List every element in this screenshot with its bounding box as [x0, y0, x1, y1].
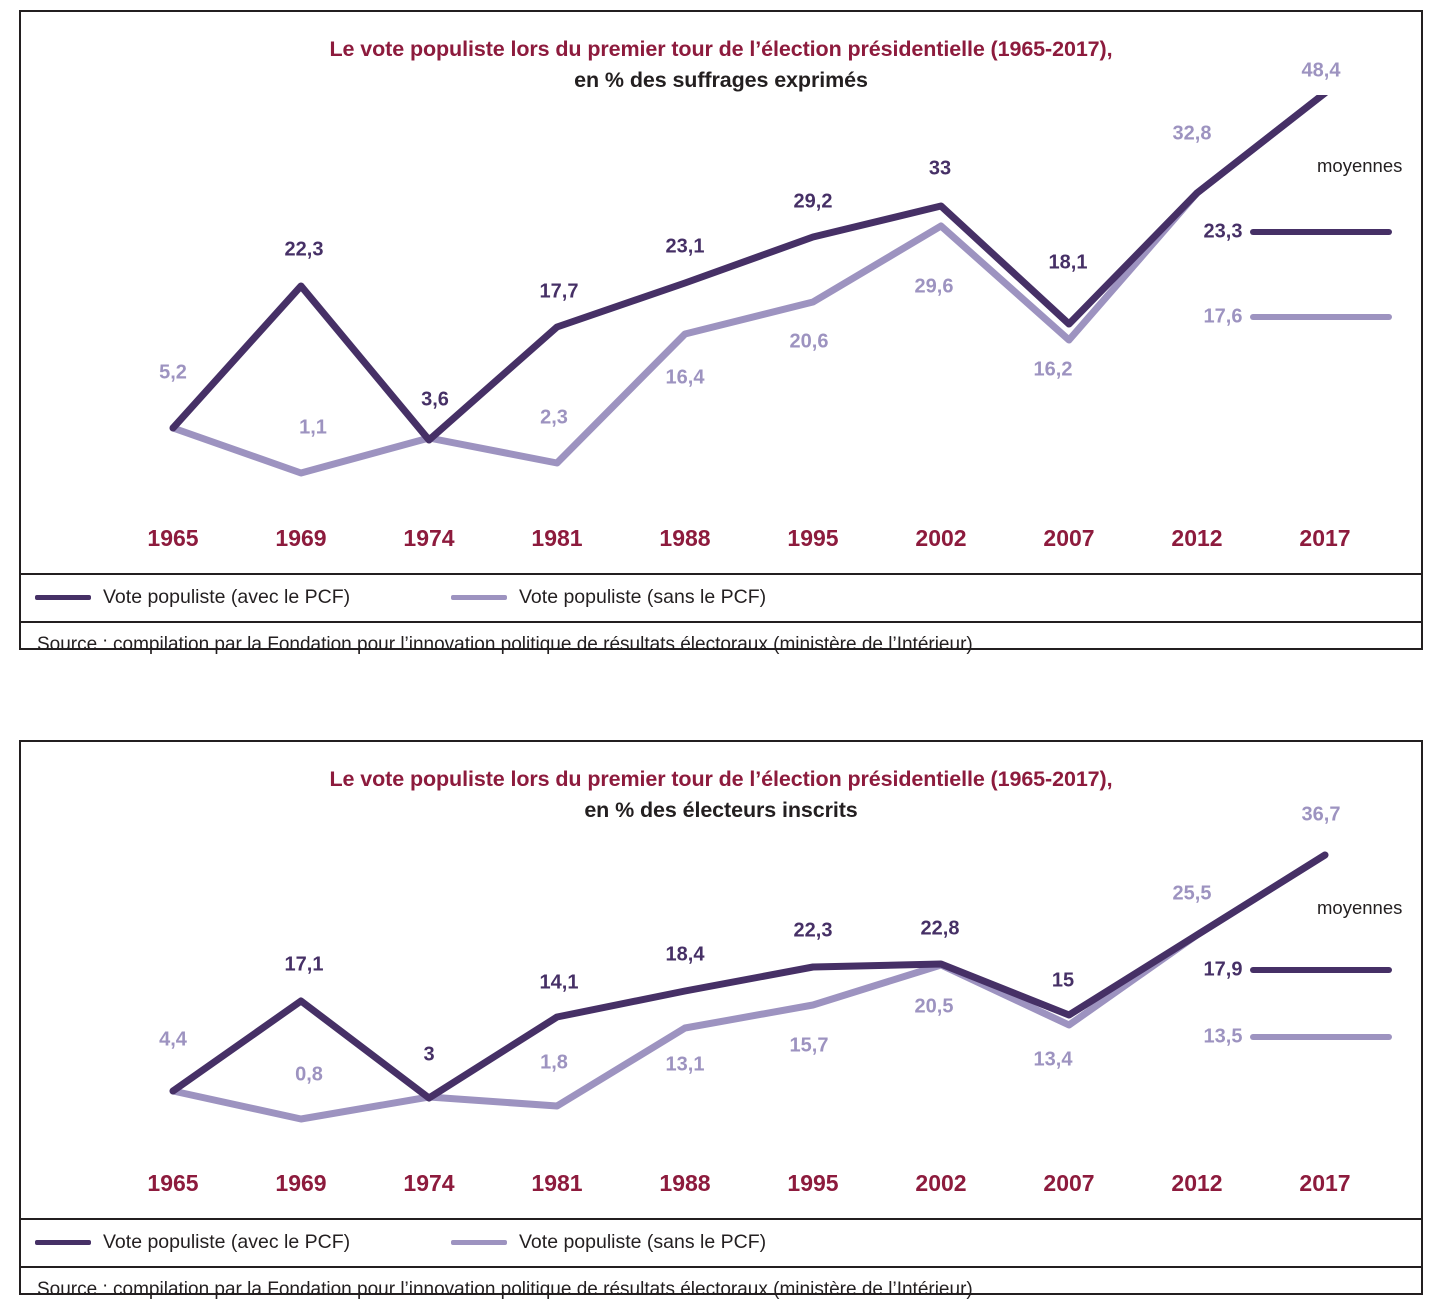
legend-line-icon-dark-1: [35, 595, 91, 600]
x-tick-2-2007: 2007: [1043, 1170, 1095, 1196]
data-label-2-sans-1969: 0,8: [295, 1063, 323, 1086]
average-label-avec-pcf-2: 17,9: [1203, 958, 1243, 981]
moyennes-note-1: moyennes: [1317, 155, 1403, 176]
data-label-2-sans-1965: 4,4: [159, 1028, 187, 1051]
page-title-1: Le vote populiste lors du premier tour de l’élection présidentielle (1965-2017),: [329, 37, 1113, 61]
data-label-2-avec-1974: 3: [423, 1043, 435, 1066]
source-note-2: Source : compilation par la Fondation pour l’innovation politique de résultats électoraux (ministère de l’Intérieur): [21, 1266, 1421, 1301]
x-tick-1-1995: 1995: [787, 525, 839, 551]
legend-line-icon-dark-2: [35, 1240, 91, 1245]
x-tick-1-1965: 1965: [147, 525, 199, 551]
data-label-2-avec-1995: 22,3: [793, 919, 833, 942]
legend-line-icon-light-1: [451, 595, 507, 600]
legend-label-avec-pcf-2: Vote populiste (avec le PCF): [103, 1231, 351, 1253]
x-tick-1-2012: 2012: [1171, 525, 1223, 551]
data-label-2-sans-2007: 13,4: [1033, 1048, 1073, 1071]
legend-item-sans-pcf-1[interactable]: [451, 586, 766, 609]
data-label-1-sans-1981: 2,3: [540, 406, 568, 429]
data-label-1-avec-1981: 17,7: [539, 280, 579, 303]
chart-panel-suffrages-exprimes: [19, 10, 1423, 655]
data-label-1-avec-2007: 18,1: [1048, 251, 1088, 274]
legend-label-sans-pcf-2: Vote populiste (sans le PCF): [519, 1231, 767, 1253]
x-tick-1-1969: 1969: [275, 525, 327, 551]
legend-label-sans-pcf-1: Vote populiste (sans le PCF): [519, 586, 767, 608]
x-tick-2-1974: 1974: [403, 1170, 455, 1196]
x-tick-1-1981: 1981: [531, 525, 583, 551]
data-label-1-sans-1988: 16,4: [665, 366, 705, 389]
data-label-2-sans-1981: 1,8: [540, 1051, 568, 1074]
data-label-2-avec-1981: 14,1: [539, 971, 579, 994]
x-tick-2-1988: 1988: [659, 1170, 711, 1196]
data-label-1-sans-1965: 5,2: [159, 361, 187, 384]
data-label-1-avec-1969: 22,3: [284, 238, 324, 261]
x-axis-2: [21, 1170, 1421, 1214]
data-label-2-2012: 25,5: [1172, 882, 1212, 905]
legend-1: [21, 573, 1421, 621]
legend-line-icon-light-2: [451, 1240, 507, 1245]
x-tick-2-2002: 2002: [915, 1170, 967, 1196]
x-tick-2-2017: 2017: [1299, 1170, 1351, 1196]
data-label-2-avec-2007: 15: [1051, 969, 1075, 992]
x-tick-2-1969: 1969: [275, 1170, 327, 1196]
chart-svg-2: [21, 825, 1421, 1170]
legend-item-avec-pcf-2[interactable]: [35, 1231, 350, 1254]
data-label-1-sans-2007: 16,2: [1033, 358, 1073, 381]
data-label-1-sans-2002: 29,6: [914, 275, 954, 298]
data-label-2-sans-1995: 15,7: [789, 1034, 829, 1057]
x-tick-1-1988: 1988: [659, 525, 711, 551]
average-label-sans-pcf-1: 17,6: [1203, 305, 1243, 328]
data-label-1-avec-1988: 23,1: [665, 235, 705, 258]
moyennes-note-2: moyennes: [1317, 897, 1403, 918]
average-label-avec-pcf-1: 23,3: [1203, 220, 1243, 243]
x-axis-1: [21, 525, 1421, 569]
data-label-1-avec-2002: 33: [928, 157, 952, 180]
x-tick-1-2017: 2017: [1299, 525, 1351, 551]
x-tick-1-2002: 2002: [915, 525, 967, 551]
series-line-sans-pcf-1: [173, 95, 1325, 473]
x-tick-1-2007: 2007: [1043, 525, 1095, 551]
data-label-1-avec-1995: 29,2: [793, 190, 833, 213]
legend-item-sans-pcf-2[interactable]: [451, 1231, 766, 1254]
data-label-1-2012: 32,8: [1172, 122, 1212, 145]
data-label-2-2017: 36,7: [1301, 803, 1341, 826]
page-subtitle-1: en % des suffrages exprimés: [574, 68, 868, 92]
x-tick-2-1981: 1981: [531, 1170, 583, 1196]
source-note-1: Source : compilation par la Fondation pour l’innovation politique de résultats électoraux (ministère de l’Intérieur): [21, 621, 1421, 656]
data-label-2-sans-2002: 20,5: [914, 995, 954, 1018]
chart-panel-electeurs-inscrits: [19, 740, 1423, 1300]
data-label-1-avec-1974: 3,6: [421, 388, 449, 411]
x-tick-2-2012: 2012: [1171, 1170, 1223, 1196]
x-tick-1-1974: 1974: [403, 525, 455, 551]
data-label-2-sans-1988: 13,1: [665, 1053, 705, 1076]
series-line-avec-pcf-2: [173, 855, 1325, 1098]
data-label-1-sans-1969: 1,1: [299, 416, 327, 439]
legend-label-avec-pcf-1: Vote populiste (avec le PCF): [103, 586, 351, 608]
data-label-1-2017: 48,4: [1301, 59, 1341, 82]
x-tick-2-1965: 1965: [147, 1170, 199, 1196]
series-line-sans-pcf-2: [173, 855, 1325, 1119]
data-label-2-avec-1969: 17,1: [284, 953, 324, 976]
page-title-2: Le vote populiste lors du premier tour de l’élection présidentielle (1965-2017),: [329, 767, 1113, 791]
data-label-1-sans-1995: 20,6: [789, 330, 829, 353]
legend-item-avec-pcf-1[interactable]: [35, 586, 350, 609]
x-tick-2-1995: 1995: [787, 1170, 839, 1196]
legend-2: [21, 1218, 1421, 1266]
data-label-2-avec-1988: 18,4: [665, 943, 705, 966]
series-line-avec-pcf-1: [173, 95, 1325, 440]
page-subtitle-2: en % des électeurs inscrits: [584, 798, 858, 822]
data-label-2-avec-2002: 22,8: [920, 917, 960, 940]
average-label-sans-pcf-2: 13,5: [1203, 1025, 1243, 1048]
